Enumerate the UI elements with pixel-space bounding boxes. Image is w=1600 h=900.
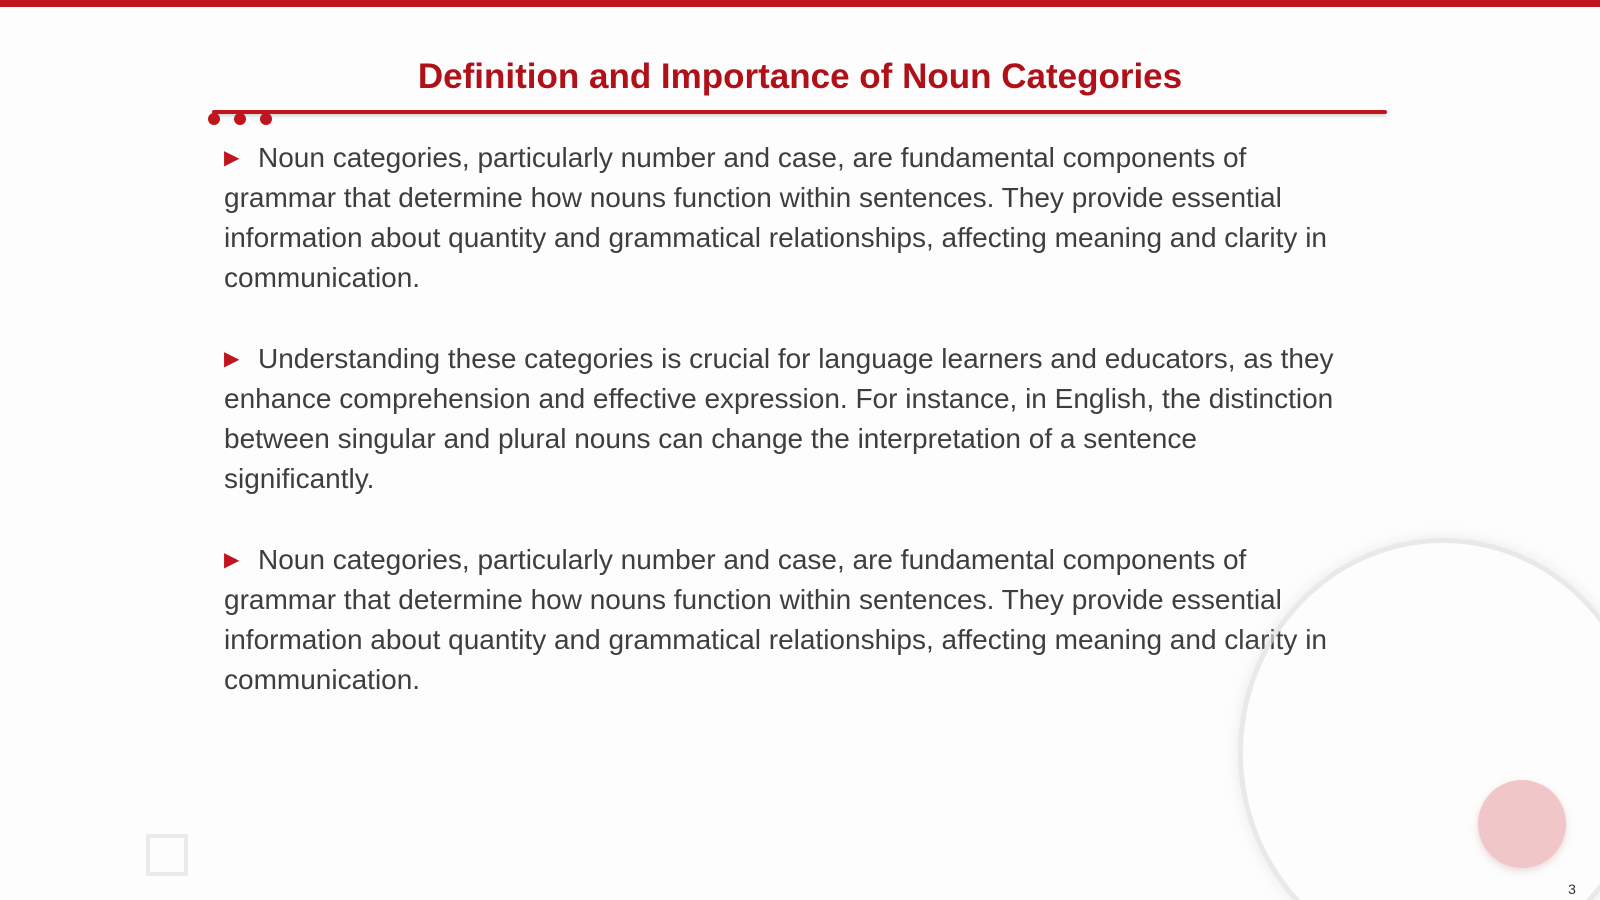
title-dot-icon: [208, 113, 220, 125]
top-accent-bar: [0, 0, 1600, 7]
bullet-item: [224, 138, 1354, 298]
title-dot-icon: [234, 113, 246, 125]
triangle-right-icon: ▶: [224, 348, 240, 370]
slide-title: Definition and Importance of Noun Categories: [417, 57, 1183, 96]
page-number: 3: [1568, 881, 1576, 897]
bullet-item: [224, 540, 1354, 700]
title-underline: [212, 110, 1387, 114]
bullet-list: [224, 138, 1354, 741]
title-dot-icon: [260, 113, 272, 125]
bullet-text: Noun categories, particularly number and case, are fundamental components of grammar that determine how nouns function within sentences. They provide essential information about quantity and grammatical relationships, affecting meaning and clarity in communication.: [224, 142, 1327, 293]
triangle-right-icon: ▶: [224, 147, 240, 169]
bullet-text: Understanding these categories is crucial for language learners and educators, as they enhance comprehension and effective expression. For instance, in English, the distinction between singular and plural nouns can change the interpretation of a sentence significantly.: [224, 343, 1334, 494]
triangle-right-icon: ▶: [224, 549, 240, 571]
decorative-pink-circle: [1478, 780, 1566, 868]
bullet-text: Noun categories, particularly number and case, are fundamental components of grammar that determine how nouns function within sentences. They provide essential information about quantity and grammatical relationships, affecting meaning and clarity in communication.: [224, 544, 1327, 695]
bullet-item: [224, 339, 1354, 499]
decorative-square: [146, 834, 188, 876]
